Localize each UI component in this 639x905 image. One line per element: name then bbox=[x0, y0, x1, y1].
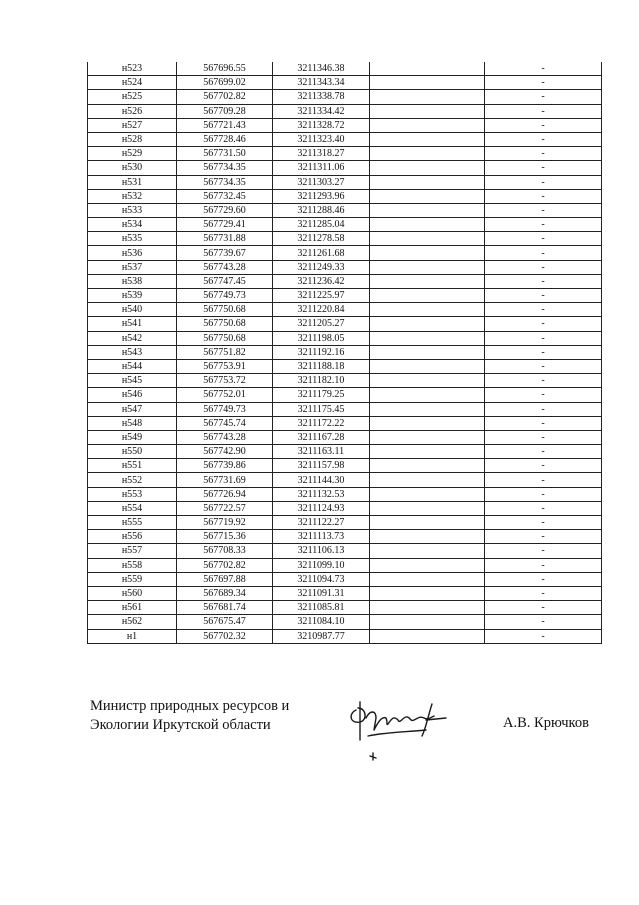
x-coordinate-cell: 567702.32 bbox=[177, 629, 273, 643]
empty-cell bbox=[370, 544, 485, 558]
table-row bbox=[88, 615, 602, 629]
dash-cell: - bbox=[485, 132, 602, 146]
point-number-cell: н542 bbox=[88, 331, 177, 345]
point-number-cell: н559 bbox=[88, 572, 177, 586]
table-row bbox=[88, 473, 602, 487]
table-row bbox=[88, 359, 602, 373]
empty-cell bbox=[370, 558, 485, 572]
point-number-cell: н533 bbox=[88, 203, 177, 217]
y-coordinate-cell: 3211236.42 bbox=[273, 274, 370, 288]
dash-cell: - bbox=[485, 303, 602, 317]
dash-cell: - bbox=[485, 487, 602, 501]
x-coordinate-cell: 567752.01 bbox=[177, 388, 273, 402]
dash-cell: - bbox=[485, 76, 602, 90]
empty-cell bbox=[370, 501, 485, 515]
table-row bbox=[88, 175, 602, 189]
y-coordinate-cell: 3211182.10 bbox=[273, 374, 370, 388]
x-coordinate-cell: 567728.46 bbox=[177, 132, 273, 146]
table-row bbox=[88, 62, 602, 76]
dash-cell: - bbox=[485, 516, 602, 530]
point-number-cell: н525 bbox=[88, 90, 177, 104]
dash-cell: - bbox=[485, 572, 602, 586]
table-row bbox=[88, 203, 602, 217]
table-row bbox=[88, 232, 602, 246]
point-number-cell: н527 bbox=[88, 118, 177, 132]
point-number-cell: н551 bbox=[88, 459, 177, 473]
x-coordinate-cell: 567749.73 bbox=[177, 402, 273, 416]
point-number-cell: н541 bbox=[88, 317, 177, 331]
dash-cell: - bbox=[485, 459, 602, 473]
signer-position bbox=[90, 697, 289, 735]
empty-cell bbox=[370, 246, 485, 260]
y-coordinate-cell: 3211323.40 bbox=[273, 132, 370, 146]
empty-cell bbox=[370, 203, 485, 217]
empty-cell bbox=[370, 90, 485, 104]
point-number-cell: н555 bbox=[88, 516, 177, 530]
x-coordinate-cell: 567750.68 bbox=[177, 317, 273, 331]
y-coordinate-cell: 3211343.34 bbox=[273, 76, 370, 90]
table-row bbox=[88, 303, 602, 317]
x-coordinate-cell: 567751.82 bbox=[177, 345, 273, 359]
point-number-cell: н550 bbox=[88, 445, 177, 459]
dash-cell: - bbox=[485, 104, 602, 118]
empty-cell bbox=[370, 601, 485, 615]
empty-cell bbox=[370, 303, 485, 317]
point-number-cell: н532 bbox=[88, 189, 177, 203]
table-row bbox=[88, 118, 602, 132]
x-coordinate-cell: 567726.94 bbox=[177, 487, 273, 501]
point-number-cell: н543 bbox=[88, 345, 177, 359]
empty-cell bbox=[370, 260, 485, 274]
table-row bbox=[88, 189, 602, 203]
table-row bbox=[88, 516, 602, 530]
x-coordinate-cell: 567747.45 bbox=[177, 274, 273, 288]
empty-cell bbox=[370, 459, 485, 473]
y-coordinate-cell: 3211084.10 bbox=[273, 615, 370, 629]
table-row bbox=[88, 416, 602, 430]
x-coordinate-cell: 567721.43 bbox=[177, 118, 273, 132]
x-coordinate-cell: 567743.28 bbox=[177, 430, 273, 444]
table-row bbox=[88, 161, 602, 175]
x-coordinate-cell: 567731.69 bbox=[177, 473, 273, 487]
y-coordinate-cell: 3211261.68 bbox=[273, 246, 370, 260]
x-coordinate-cell: 567749.73 bbox=[177, 289, 273, 303]
y-coordinate-cell: 3211106.13 bbox=[273, 544, 370, 558]
dash-cell: - bbox=[485, 331, 602, 345]
y-coordinate-cell: 3211318.27 bbox=[273, 147, 370, 161]
y-coordinate-cell: 3211225.97 bbox=[273, 289, 370, 303]
table-row bbox=[88, 345, 602, 359]
x-coordinate-cell: 567722.57 bbox=[177, 501, 273, 515]
handwritten-signature bbox=[346, 696, 456, 764]
y-coordinate-cell: 3210987.77 bbox=[273, 629, 370, 643]
y-coordinate-cell: 3211338.78 bbox=[273, 90, 370, 104]
point-number-cell: н534 bbox=[88, 218, 177, 232]
dash-cell: - bbox=[485, 203, 602, 217]
y-coordinate-cell: 3211175.45 bbox=[273, 402, 370, 416]
empty-cell bbox=[370, 317, 485, 331]
dash-cell: - bbox=[485, 90, 602, 104]
dash-cell: - bbox=[485, 445, 602, 459]
x-coordinate-cell: 567689.34 bbox=[177, 586, 273, 600]
x-coordinate-cell: 567743.28 bbox=[177, 260, 273, 274]
signer-position-line1: Министр природных ресурсов и bbox=[90, 698, 290, 714]
y-coordinate-cell: 3211179.25 bbox=[273, 388, 370, 402]
empty-cell bbox=[370, 232, 485, 246]
coordinates-table-body bbox=[88, 62, 602, 643]
y-coordinate-cell: 3211303.27 bbox=[273, 175, 370, 189]
point-number-cell: н529 bbox=[88, 147, 177, 161]
y-coordinate-cell: 3211198.05 bbox=[273, 331, 370, 345]
y-coordinate-cell: 3211285.04 bbox=[273, 218, 370, 232]
y-coordinate-cell: 3211288.46 bbox=[273, 203, 370, 217]
y-coordinate-cell: 3211091.31 bbox=[273, 586, 370, 600]
dash-cell: - bbox=[485, 359, 602, 373]
point-number-cell: н547 bbox=[88, 402, 177, 416]
point-number-cell: н554 bbox=[88, 501, 177, 515]
table-row bbox=[88, 76, 602, 90]
dash-cell: - bbox=[485, 430, 602, 444]
y-coordinate-cell: 3211311.06 bbox=[273, 161, 370, 175]
dash-cell: - bbox=[485, 629, 602, 643]
table-row bbox=[88, 445, 602, 459]
y-coordinate-cell: 3211293.96 bbox=[273, 189, 370, 203]
table-row bbox=[88, 147, 602, 161]
y-coordinate-cell: 3211157.98 bbox=[273, 459, 370, 473]
empty-cell bbox=[370, 530, 485, 544]
table-row bbox=[88, 544, 602, 558]
dash-cell: - bbox=[485, 473, 602, 487]
x-coordinate-cell: 567675.47 bbox=[177, 615, 273, 629]
dash-cell: - bbox=[485, 161, 602, 175]
x-coordinate-cell: 567715.36 bbox=[177, 530, 273, 544]
table-row bbox=[88, 374, 602, 388]
coordinates-table bbox=[87, 62, 602, 644]
empty-cell bbox=[370, 416, 485, 430]
empty-cell bbox=[370, 402, 485, 416]
y-coordinate-cell: 3211278.58 bbox=[273, 232, 370, 246]
x-coordinate-cell: 567681.74 bbox=[177, 601, 273, 615]
point-number-cell: н560 bbox=[88, 586, 177, 600]
y-coordinate-cell: 3211124.93 bbox=[273, 501, 370, 515]
point-number-cell: н556 bbox=[88, 530, 177, 544]
x-coordinate-cell: 567750.68 bbox=[177, 303, 273, 317]
table-row bbox=[88, 530, 602, 544]
y-coordinate-cell: 3211122.27 bbox=[273, 516, 370, 530]
x-coordinate-cell: 567750.68 bbox=[177, 331, 273, 345]
y-coordinate-cell: 3211172.22 bbox=[273, 416, 370, 430]
table-row bbox=[88, 487, 602, 501]
dash-cell: - bbox=[485, 345, 602, 359]
empty-cell bbox=[370, 289, 485, 303]
table-row bbox=[88, 317, 602, 331]
x-coordinate-cell: 567742.90 bbox=[177, 445, 273, 459]
table-row bbox=[88, 402, 602, 416]
empty-cell bbox=[370, 76, 485, 90]
empty-cell bbox=[370, 445, 485, 459]
table-row bbox=[88, 601, 602, 615]
x-coordinate-cell: 567697.88 bbox=[177, 572, 273, 586]
dash-cell: - bbox=[485, 232, 602, 246]
y-coordinate-cell: 3211144.30 bbox=[273, 473, 370, 487]
x-coordinate-cell: 567699.02 bbox=[177, 76, 273, 90]
table-row bbox=[88, 388, 602, 402]
point-number-cell: н523 bbox=[88, 62, 177, 76]
empty-cell bbox=[370, 388, 485, 402]
empty-cell bbox=[370, 218, 485, 232]
dash-cell: - bbox=[485, 175, 602, 189]
x-coordinate-cell: 567745.74 bbox=[177, 416, 273, 430]
dash-cell: - bbox=[485, 402, 602, 416]
y-coordinate-cell: 3211163.11 bbox=[273, 445, 370, 459]
x-coordinate-cell: 567702.82 bbox=[177, 558, 273, 572]
x-coordinate-cell: 567731.50 bbox=[177, 147, 273, 161]
empty-cell bbox=[370, 104, 485, 118]
dash-cell: - bbox=[485, 289, 602, 303]
empty-cell bbox=[370, 189, 485, 203]
point-number-cell: н552 bbox=[88, 473, 177, 487]
x-coordinate-cell: 567696.55 bbox=[177, 62, 273, 76]
table-row bbox=[88, 132, 602, 146]
dash-cell: - bbox=[485, 189, 602, 203]
empty-cell bbox=[370, 473, 485, 487]
x-coordinate-cell: 567753.91 bbox=[177, 359, 273, 373]
dash-cell: - bbox=[485, 147, 602, 161]
y-coordinate-cell: 3211346.38 bbox=[273, 62, 370, 76]
table-row bbox=[88, 274, 602, 288]
dash-cell: - bbox=[485, 586, 602, 600]
point-number-cell: н538 bbox=[88, 274, 177, 288]
x-coordinate-cell: 567708.33 bbox=[177, 544, 273, 558]
x-coordinate-cell: 567753.72 bbox=[177, 374, 273, 388]
y-coordinate-cell: 3211188.18 bbox=[273, 359, 370, 373]
dash-cell: - bbox=[485, 274, 602, 288]
point-number-cell: н549 bbox=[88, 430, 177, 444]
y-coordinate-cell: 3211192.16 bbox=[273, 345, 370, 359]
dash-cell: - bbox=[485, 62, 602, 76]
y-coordinate-cell: 3211220.84 bbox=[273, 303, 370, 317]
point-number-cell: н530 bbox=[88, 161, 177, 175]
empty-cell bbox=[370, 175, 485, 189]
x-coordinate-cell: 567732.45 bbox=[177, 189, 273, 203]
table-row bbox=[88, 430, 602, 444]
point-number-cell: н535 bbox=[88, 232, 177, 246]
dash-cell: - bbox=[485, 260, 602, 274]
point-number-cell: н528 bbox=[88, 132, 177, 146]
point-number-cell: н544 bbox=[88, 359, 177, 373]
dash-cell: - bbox=[485, 118, 602, 132]
x-coordinate-cell: 567702.82 bbox=[177, 90, 273, 104]
empty-cell bbox=[370, 430, 485, 444]
empty-cell bbox=[370, 586, 485, 600]
point-number-cell: н557 bbox=[88, 544, 177, 558]
empty-cell bbox=[370, 615, 485, 629]
point-number-cell: н562 bbox=[88, 615, 177, 629]
empty-cell bbox=[370, 147, 485, 161]
point-number-cell: н553 bbox=[88, 487, 177, 501]
dash-cell: - bbox=[485, 530, 602, 544]
y-coordinate-cell: 3211113.73 bbox=[273, 530, 370, 544]
point-number-cell: н531 bbox=[88, 175, 177, 189]
point-number-cell: н546 bbox=[88, 388, 177, 402]
point-number-cell: н561 bbox=[88, 601, 177, 615]
dash-cell: - bbox=[485, 374, 602, 388]
x-coordinate-cell: 567739.86 bbox=[177, 459, 273, 473]
dash-cell: - bbox=[485, 501, 602, 515]
x-coordinate-cell: 567739.67 bbox=[177, 246, 273, 260]
point-number-cell: н536 bbox=[88, 246, 177, 260]
table-row bbox=[88, 104, 602, 118]
dash-cell: - bbox=[485, 544, 602, 558]
x-coordinate-cell: 567729.60 bbox=[177, 203, 273, 217]
y-coordinate-cell: 3211167.28 bbox=[273, 430, 370, 444]
y-coordinate-cell: 3211328.72 bbox=[273, 118, 370, 132]
dash-cell: - bbox=[485, 558, 602, 572]
empty-cell bbox=[370, 359, 485, 373]
empty-cell bbox=[370, 132, 485, 146]
point-number-cell: н558 bbox=[88, 558, 177, 572]
table-row bbox=[88, 260, 602, 274]
dash-cell: - bbox=[485, 615, 602, 629]
empty-cell bbox=[370, 161, 485, 175]
y-coordinate-cell: 3211334.42 bbox=[273, 104, 370, 118]
table-row bbox=[88, 246, 602, 260]
point-number-cell: н545 bbox=[88, 374, 177, 388]
point-number-cell: н1 bbox=[88, 629, 177, 643]
y-coordinate-cell: 3211249.33 bbox=[273, 260, 370, 274]
point-number-cell: н539 bbox=[88, 289, 177, 303]
y-coordinate-cell: 3211085.81 bbox=[273, 601, 370, 615]
y-coordinate-cell: 3211094.73 bbox=[273, 572, 370, 586]
x-coordinate-cell: 567709.28 bbox=[177, 104, 273, 118]
table-row bbox=[88, 586, 602, 600]
empty-cell bbox=[370, 345, 485, 359]
point-number-cell: н548 bbox=[88, 416, 177, 430]
empty-cell bbox=[370, 331, 485, 345]
empty-cell bbox=[370, 118, 485, 132]
empty-cell bbox=[370, 629, 485, 643]
dash-cell: - bbox=[485, 218, 602, 232]
table-row bbox=[88, 331, 602, 345]
x-coordinate-cell: 567729.41 bbox=[177, 218, 273, 232]
table-row bbox=[88, 501, 602, 515]
y-coordinate-cell: 3211132.53 bbox=[273, 487, 370, 501]
y-coordinate-cell: 3211205.27 bbox=[273, 317, 370, 331]
empty-cell bbox=[370, 62, 485, 76]
x-coordinate-cell: 567734.35 bbox=[177, 175, 273, 189]
empty-cell bbox=[370, 516, 485, 530]
empty-cell bbox=[370, 274, 485, 288]
table-row bbox=[88, 289, 602, 303]
dash-cell: - bbox=[485, 246, 602, 260]
table-row bbox=[88, 90, 602, 104]
table-row bbox=[88, 558, 602, 572]
x-coordinate-cell: 567719.92 bbox=[177, 516, 273, 530]
dash-cell: - bbox=[485, 601, 602, 615]
table-row bbox=[88, 629, 602, 643]
x-coordinate-cell: 567734.35 bbox=[177, 161, 273, 175]
y-coordinate-cell: 3211099.10 bbox=[273, 558, 370, 572]
empty-cell bbox=[370, 572, 485, 586]
point-number-cell: н540 bbox=[88, 303, 177, 317]
point-number-cell: н537 bbox=[88, 260, 177, 274]
dash-cell: - bbox=[485, 388, 602, 402]
point-number-cell: н524 bbox=[88, 76, 177, 90]
table-row bbox=[88, 459, 602, 473]
dash-cell: - bbox=[485, 416, 602, 430]
table-row bbox=[88, 572, 602, 586]
table-row bbox=[88, 218, 602, 232]
signer-name: А.В. Крючков bbox=[503, 715, 589, 731]
signer-position-line2: Экологии Иркутской области bbox=[90, 717, 271, 733]
empty-cell bbox=[370, 374, 485, 388]
point-number-cell: н526 bbox=[88, 104, 177, 118]
empty-cell bbox=[370, 487, 485, 501]
x-coordinate-cell: 567731.88 bbox=[177, 232, 273, 246]
dash-cell: - bbox=[485, 317, 602, 331]
